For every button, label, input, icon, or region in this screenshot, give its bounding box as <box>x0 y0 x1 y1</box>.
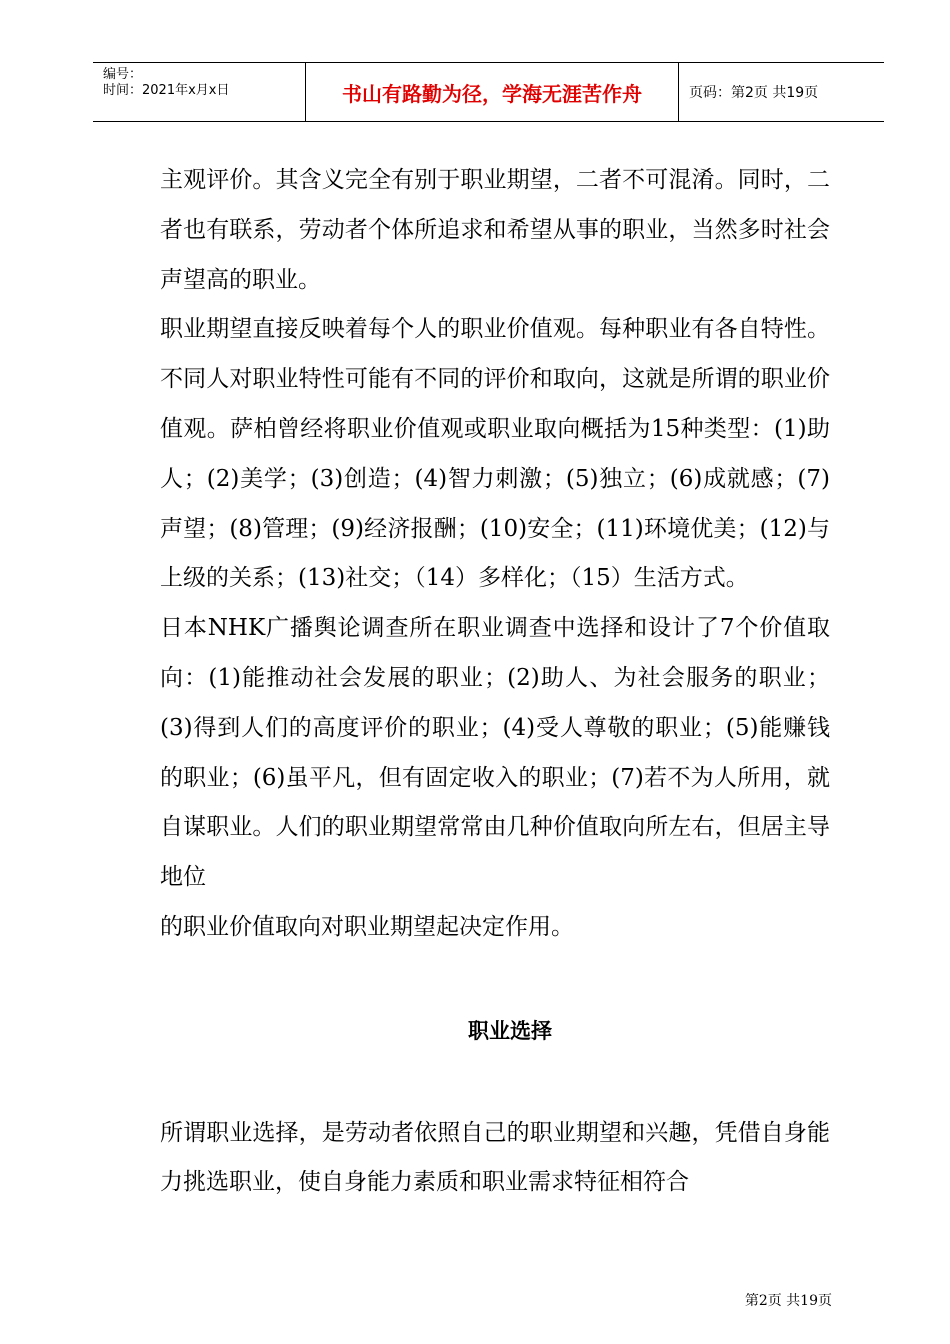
body-paragraph: 日本NHK广播舆论调查所在职业调查中选择和设计了7个价值取向：(1)能推动社会发展的职业；(2)助人、为社会服务的职业；(3)得到人们的高度评价的职业；(4)受人尊敬的职业；(5)能赚钱的职业；(6)虽平凡，但有固定收入的职业；(7)若不为人所用，就自谋职业。人们的职业期望常常由几种价值取向所左右，但居主导地位 <box>160 615 830 891</box>
header-number-label: 编号： <box>103 67 143 82</box>
section-heading: 职业选择 <box>468 1018 552 1043</box>
section-paragraph: 所谓职业选择，是劳动者依照自己的职业期望和兴趣，凭借自身能力挑选职业，使自身能力素质和职业需求特征相符合 <box>160 1119 830 1196</box>
header-meta <box>93 63 306 122</box>
body-paragraph: 的职业价值取向对职业期望起决定作用。 <box>160 913 574 940</box>
page-footer: 第2页 共19页 <box>744 1293 832 1309</box>
page-header <box>93 62 884 122</box>
document-body <box>160 156 830 1208</box>
header-time-label: 时间：2021年x月x日 <box>103 83 230 98</box>
header-motto: 书山有路勤为径，学海无涯苦作舟 <box>306 63 679 122</box>
body-paragraph: 职业期望直接反映着每个人的职业价值观。每种职业有各自特性。不同人对职业特性可能有不同的评价和取向，这就是所谓的职业价值观。萨柏曾经将职业价值观或职业取向概括为15种类型：(1)助人；(2)美学；(3)创造；(4)智力刺激；(5)独立；(6)成就感；(7)声望；(8)管理；(9)经济报酬；(10)安全；(11)环境优美；(12)与上级的关系；(13)社交；（14）多样化；（15）生活方式。 <box>160 316 830 592</box>
header-page-indicator: 页码：第2页 共19页 <box>689 85 819 101</box>
body-paragraph: 主观评价。其含义完全有别于职业期望，二者不可混淆。同时，二者也有联系，劳动者个体所追求和希望从事的职业，当然多时社会声望高的职业。 <box>160 167 830 293</box>
